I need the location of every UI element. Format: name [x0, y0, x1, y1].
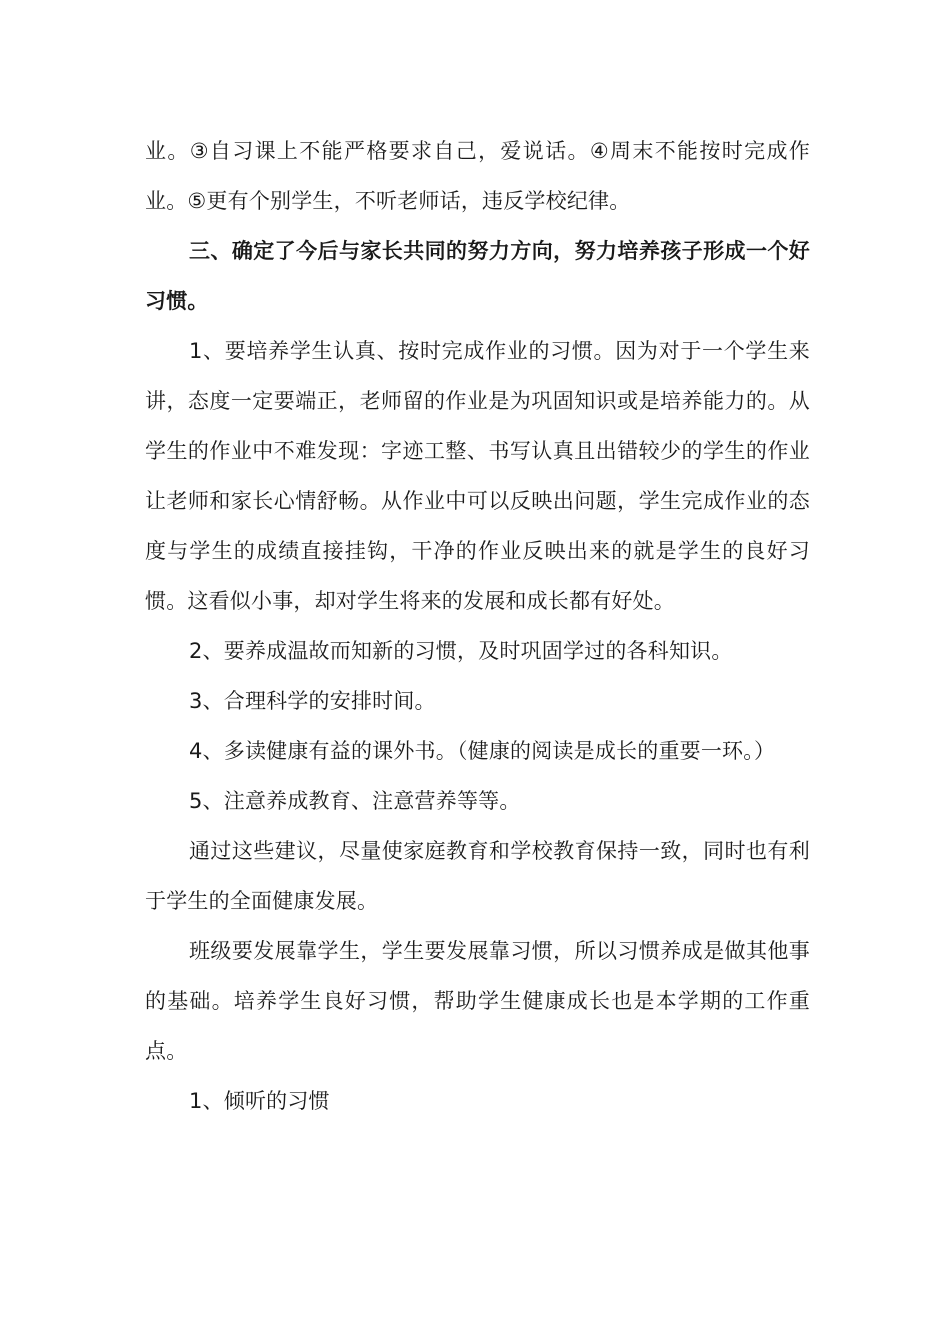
- list-item-time-management: 3、合理科学的安排时间。: [189, 689, 436, 713]
- paragraph-class-development: 班级要发展靠学生，学生要发展靠习惯，所以习惯养成是做其他事的基础。培养学生良好习惯，帮助学生健康成长也是本学期的工作重点。: [145, 939, 810, 1063]
- list-item-homework-habit: 1、要培养学生认真、按时完成作业的习惯。因为对于一个学生来讲，态度一定要端正，老师留的作业是为巩固知识或是培养能力的。从学生的作业中不难发现：字迹工整、书写认真且出错较少的学生的作业让老师和家长心情舒畅。从作业中可以反映出问题，学生完成作业的态度与学生的成绩直接挂钩，干净的作业反映出来的就是学生的良好习惯。这看似小事，却对学生将来的发展和成长都有好处。: [145, 339, 810, 613]
- list-item-nutrition: 5、注意养成教育、注意营养等等。: [189, 789, 521, 813]
- section-heading-three: 三、确定了今后与家长共同的努力方向，努力培养孩子形成一个好习惯。: [145, 239, 810, 313]
- document-body: [145, 126, 810, 1126]
- list-item-review-habit: 2、要养成温故而知新的习惯，及时巩固学过的各科知识。: [189, 639, 733, 663]
- paragraph-suggestions: 通过这些建议，尽量使家庭教育和学校教育保持一致，同时也有利于学生的全面健康发展。: [145, 839, 810, 913]
- list-item-reading: 4、多读健康有益的课外书。（健康的阅读是成长的重要一环。）: [189, 739, 776, 763]
- list-item-listening-habit: 1、倾听的习惯: [189, 1089, 330, 1113]
- paragraph-continuation: 业。③自习课上不能严格要求自己，爱说话。④周末不能按时完成作业。⑤更有个别学生，不听老师话，违反学校纪律。: [145, 139, 810, 213]
